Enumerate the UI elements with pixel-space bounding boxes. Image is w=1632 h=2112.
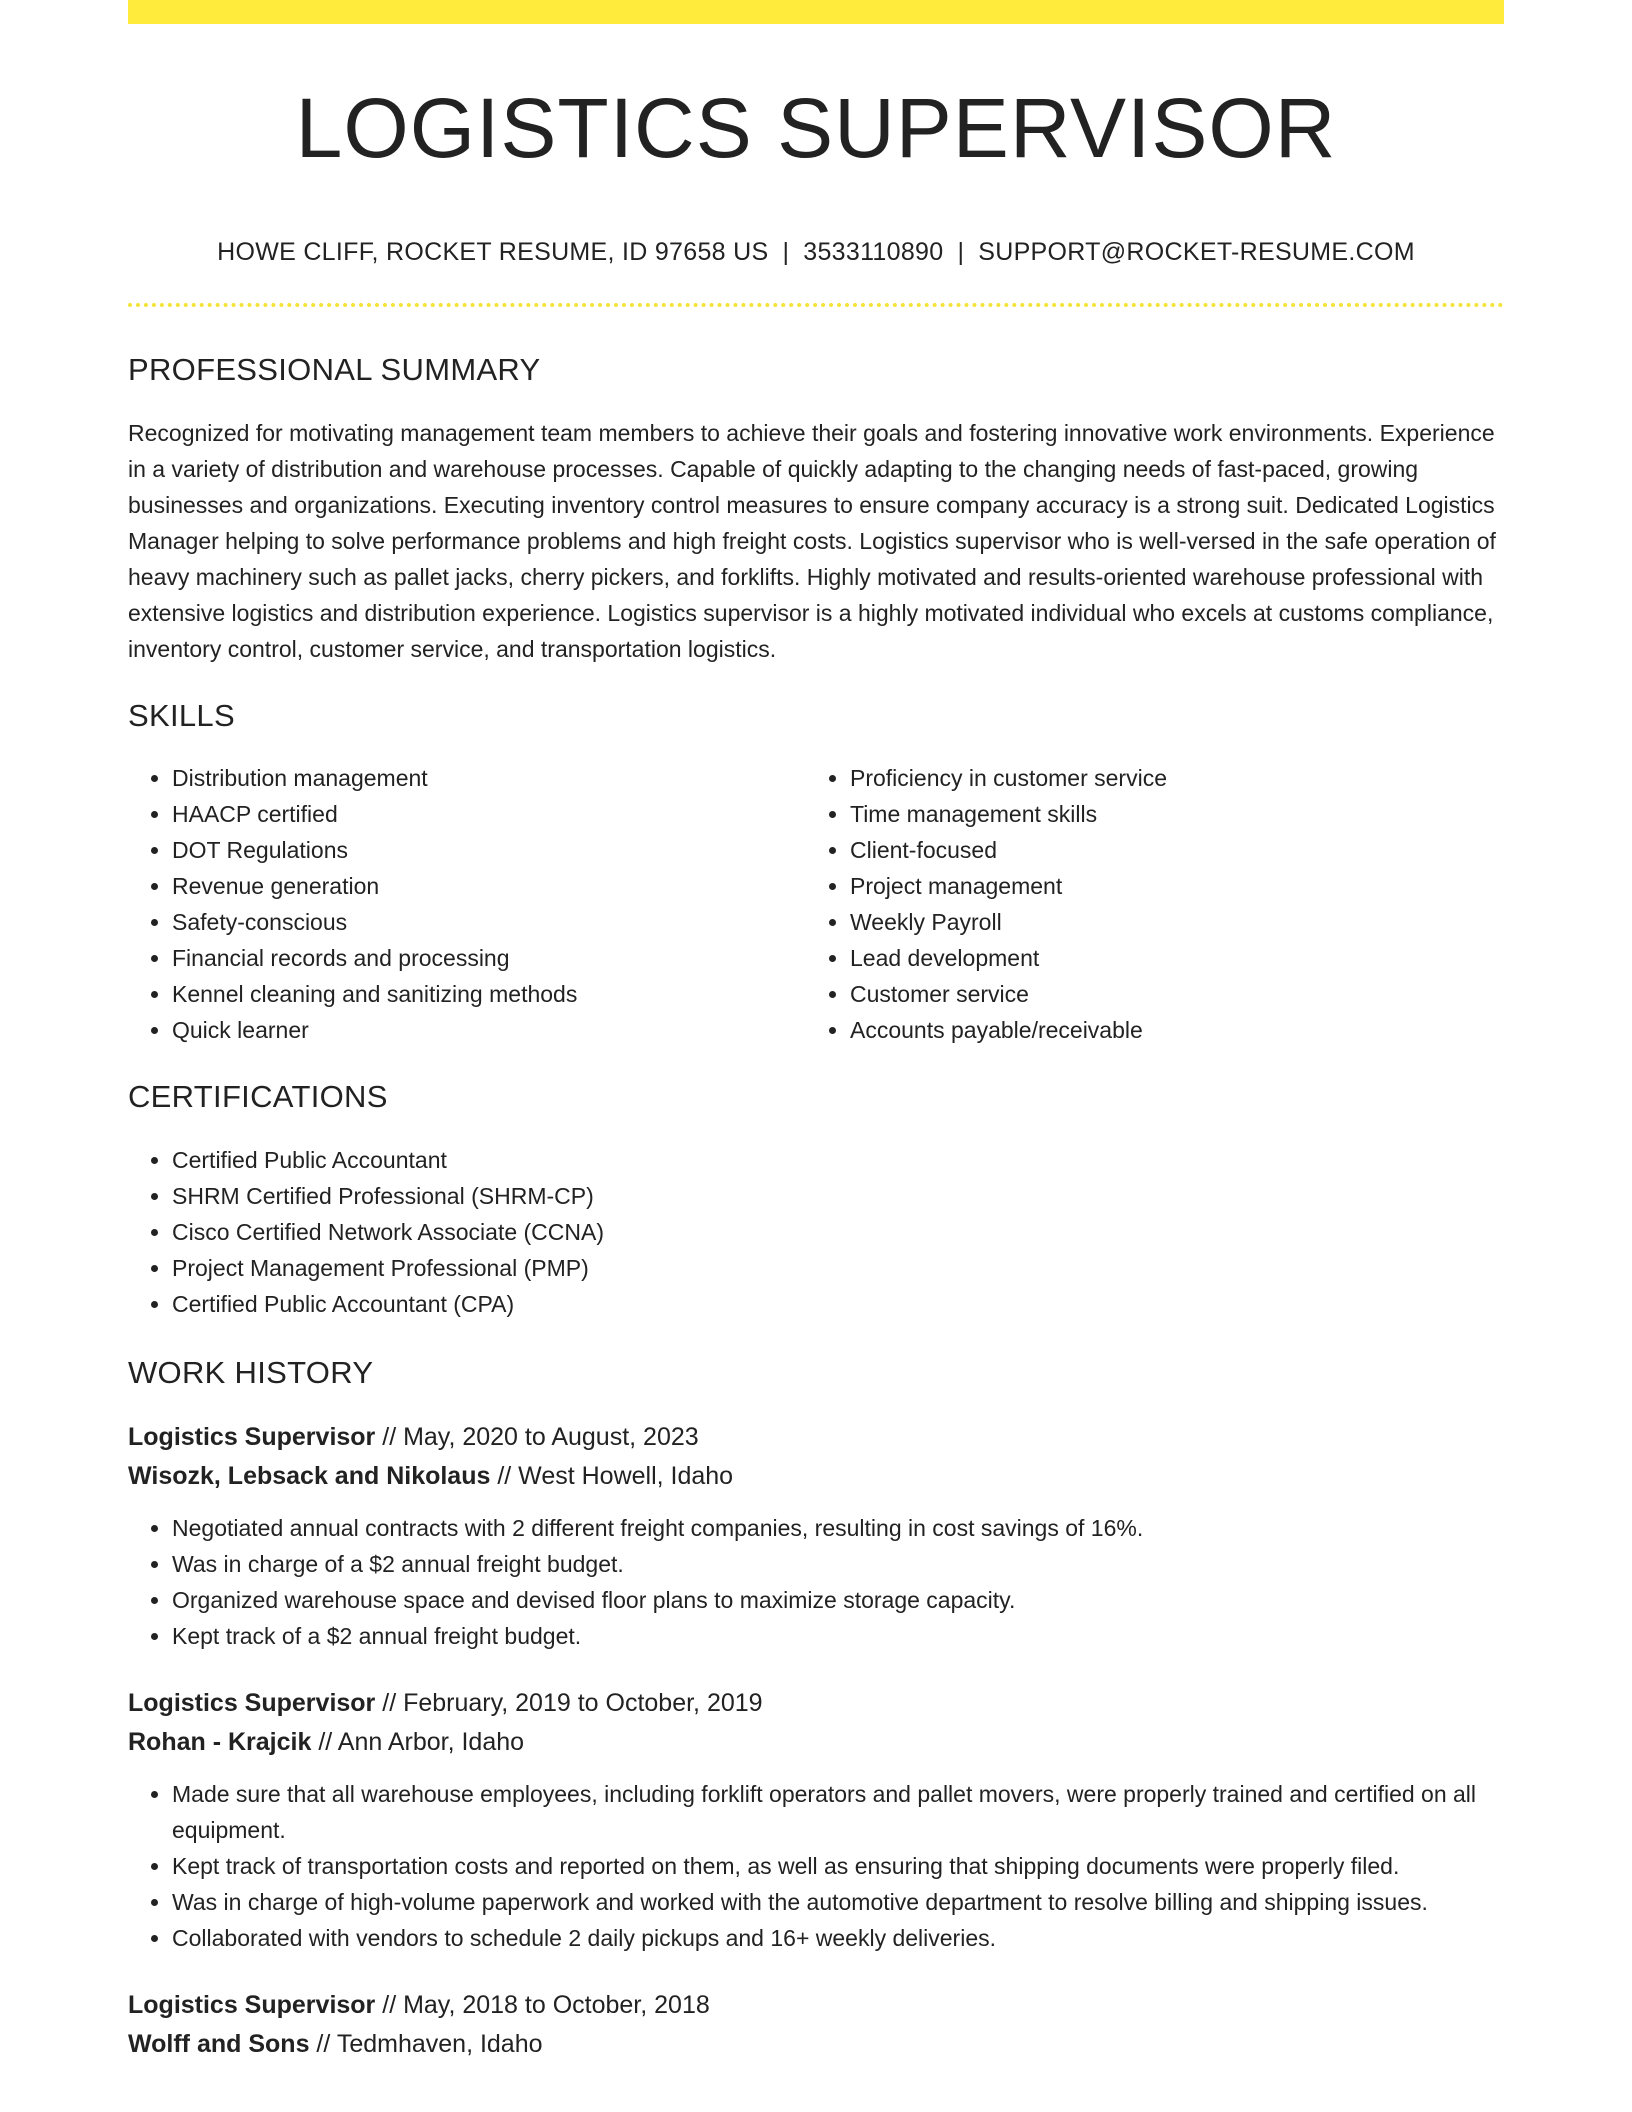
job-location: // Ann Arbor, Idaho (311, 1727, 525, 1756)
contact-separator: | (957, 238, 965, 266)
address: HOWE CLIFF, ROCKET RESUME, ID 97658 US (217, 238, 769, 266)
job-bullets (128, 1510, 1504, 1654)
certifications-list (128, 1142, 1504, 1322)
job-company-line (128, 2025, 1504, 2064)
job-location: // Tedmhaven, Idaho (309, 2029, 543, 2058)
skills-column-right (806, 760, 1484, 1048)
certification-item: • Project Management Professional (PMP) (172, 1250, 1504, 1286)
skill-item: • Client-focused (850, 832, 1484, 868)
certification-item: • Certified Public Accountant (172, 1142, 1504, 1178)
certifications-heading: CERTIFICATIONS (128, 1079, 388, 1115)
skill-item: • Weekly Payroll (850, 904, 1484, 940)
certification-item: • Cisco Certified Network Associate (CCNA) (172, 1214, 1504, 1250)
skill-item: • Safety-conscious (172, 904, 806, 940)
job-bullets (128, 1776, 1504, 1956)
job-bullet: • Kept track of a $2 annual freight budget. (172, 1618, 1504, 1654)
job-title: Logistics Supervisor (128, 1422, 376, 1451)
job-company: Rohan - Krajcik (128, 1727, 312, 1756)
skills-heading: SKILLS (128, 698, 235, 734)
certifications-section (128, 1078, 1504, 1321)
skill-item: • DOT Regulations (172, 832, 806, 868)
skills-grid (128, 760, 1504, 1048)
certification-item: • SHRM Certified Professional (SHRM-CP) (172, 1178, 1504, 1214)
job-bullet: • Kept track of transportation costs and reported on them, as well as ensuring that shipping documents were properly filed. (172, 1848, 1504, 1884)
skills-column-left (128, 760, 806, 1048)
job-entry (128, 1684, 1504, 1956)
job-bullet: • Was in charge of high-volume paperwork and worked with the automotive department to resolve billing and shipping issues. (172, 1884, 1504, 1920)
email: SUPPORT@ROCKET-RESUME.COM (978, 238, 1415, 266)
job-entry (128, 1418, 1504, 1654)
skill-item: • Distribution management (172, 760, 806, 796)
job-bullet: • Made sure that all warehouse employees, including forklift operators and pallet movers, were properly trained and certified on all equipment. (172, 1776, 1504, 1848)
job-location: // West Howell, Idaho (490, 1461, 734, 1490)
job-bullet: • Collaborated with vendors to schedule 2 daily pickups and 16+ weekly deliveries. (172, 1920, 1504, 1956)
summary-section (128, 351, 1504, 667)
skill-item: • Proficiency in customer service (850, 760, 1484, 796)
skill-item: • Lead development (850, 940, 1484, 976)
job-entry (128, 1986, 1504, 2064)
summary-text: Recognized for motivating management team members to achieve their goals and fostering innovative work environments. Experience in a variety of distribution and warehouse processes. Capable of quickly adapting to the changing needs of fast-paced, growing businesses and organizations. Executing inventory control measures to ensure company accuracy is a strong suit. Dedicated Logistics Manager helping to solve performance problems and high freight costs. Logistics supervisor who is well-versed in the safe operation of heavy machinery such as pallet jacks, cherry pickers, and forklifts. Highly motivated and results-oriented warehouse professional with extensive logistics and distribution experience. Logistics supervisor is a highly motivated individual who excels at customs compliance, inventory control, customer service, and transportation logistics. (128, 420, 1496, 663)
job-title: Logistics Supervisor (128, 1990, 376, 2019)
work-history-heading: WORK HISTORY (128, 1354, 374, 1390)
job-company-line (128, 1723, 1504, 1762)
job-title-line (128, 1986, 1504, 2025)
job-bullet: • Was in charge of a $2 annual freight budget. (172, 1546, 1504, 1582)
skill-item: • Revenue generation (172, 868, 806, 904)
skill-item: • Financial records and processing (172, 940, 806, 976)
work-history-section (128, 1354, 1504, 2064)
skill-item: • Quick learner (172, 1012, 806, 1048)
job-company: Wisozk, Lebsack and Nikolaus (128, 1461, 491, 1490)
job-title-line (128, 1418, 1504, 1457)
accent-bar (128, 0, 1504, 24)
phone: 3533110890 (803, 238, 944, 266)
dotted-divider (128, 303, 1504, 307)
skill-item: • Accounts payable/receivable (850, 1012, 1484, 1048)
job-dates: // February, 2019 to October, 2019 (375, 1688, 763, 1717)
job-dates: // May, 2020 to August, 2023 (375, 1422, 699, 1451)
job-company: Wolff and Sons (128, 2029, 310, 2058)
skills-section (128, 697, 1504, 1048)
contact-separator: | (782, 238, 790, 266)
skill-item: • Project management (850, 868, 1484, 904)
skill-item: • Kennel cleaning and sanitizing methods (172, 976, 806, 1012)
job-bullet: • Organized warehouse space and devised floor plans to maximize storage capacity. (172, 1582, 1504, 1618)
resume-page (128, 0, 1504, 2064)
contact-line (128, 240, 1504, 265)
job-title-line (128, 1684, 1504, 1723)
candidate-title: LOGISTICS SUPERVISOR (295, 81, 1337, 175)
skill-item: • HAACP certified (172, 796, 806, 832)
summary-heading: PROFESSIONAL SUMMARY (128, 352, 541, 387)
skill-item: • Time management skills (850, 796, 1484, 832)
skill-item: • Customer service (850, 976, 1484, 1012)
job-dates: // May, 2018 to October, 2018 (375, 1990, 710, 2019)
job-company-line (128, 1457, 1504, 1496)
certification-item: • Certified Public Accountant (CPA) (172, 1286, 1504, 1322)
job-bullet: • Negotiated annual contracts with 2 different freight companies, resulting in cost savings of 16%. (172, 1510, 1504, 1546)
job-title: Logistics Supervisor (128, 1688, 376, 1717)
